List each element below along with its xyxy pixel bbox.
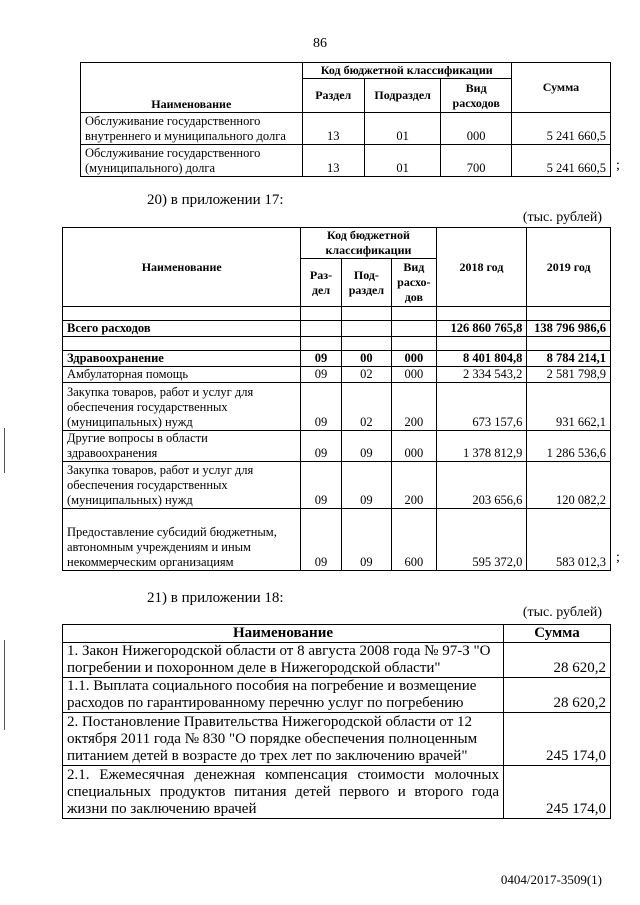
row-type: 000 — [392, 367, 436, 383]
item-20-heading: 20) в приложении 17: — [147, 192, 284, 208]
row-name: 2.1. Ежемесячная денежная компенсация стоимости молочных специальных продуктов питания детей первого и второго года жизни по заключению врачей — [63, 766, 504, 819]
row-type: 700 — [441, 145, 511, 177]
row-2018: 1 378 812,9 — [436, 431, 527, 462]
margin-mark — [4, 640, 5, 730]
header-sum: Сумма — [504, 625, 611, 643]
table-row — [63, 431, 611, 462]
row-2019: 931 662,1 — [527, 383, 611, 431]
row-name: Закупка товаров, работ и услуг для обеспечения государственных (муниципальных) нужд — [63, 383, 301, 431]
total-row — [63, 321, 611, 337]
table-row — [63, 643, 611, 678]
table-appendix-17 — [62, 227, 611, 571]
row-subsection: 02 — [341, 367, 392, 383]
row-2019: 8 784 214,1 — [527, 351, 611, 367]
row-type: 600 — [392, 509, 436, 571]
row-name: Предоставление субсидий бюджетным, автономным учреждениям и иным некоммерческим организациям — [63, 509, 301, 571]
header-code: Код бюджетной классификации — [301, 228, 436, 259]
trail-semicolon: ; — [616, 158, 620, 173]
table-row — [63, 367, 611, 383]
row-2018: 2 334 543,2 — [436, 367, 527, 383]
header-section: Раздел — [302, 79, 364, 113]
trail-semicolon: ; — [616, 550, 620, 565]
row-2018: 203 656,6 — [436, 462, 527, 509]
row-subsection: 09 — [341, 431, 392, 462]
table-row — [63, 678, 611, 713]
header-type: Вид расходов — [441, 79, 511, 113]
row-subsection: 02 — [341, 383, 392, 431]
total-name: Всего расходов — [63, 321, 301, 337]
header-subsection: Подраздел — [364, 79, 441, 113]
row-name: Обслуживание государственного внутреннего и муниципального долга — [81, 113, 303, 145]
table-appendix-18 — [62, 624, 611, 819]
item-21-heading: 21) в приложении 18: — [147, 590, 284, 606]
row-2018: 8 401 804,8 — [436, 351, 527, 367]
row-sum: 5 241 660,5 — [511, 145, 610, 177]
total-2019: 138 796 986,6 — [527, 321, 611, 337]
row-section: 09 — [301, 509, 341, 571]
row-sum: 28 620,2 — [504, 678, 611, 713]
header-section: Раз- дел — [301, 259, 341, 307]
row-section: 09 — [301, 383, 341, 431]
row-subsection: 00 — [341, 351, 392, 367]
row-2019: 1 286 536,6 — [527, 431, 611, 462]
row-section: 09 — [301, 367, 341, 383]
item-21-unit: (тыс. рублей) — [522, 605, 602, 620]
row-type: 200 — [392, 383, 436, 431]
header-name: Наименование — [63, 625, 504, 643]
row-2018: 595 372,0 — [436, 509, 527, 571]
footer-code: 0404/2017-3509(1) — [500, 872, 602, 887]
header-code: Код бюджетной классификации — [302, 63, 511, 79]
row-2018: 673 157,6 — [436, 383, 527, 431]
total-2018: 126 860 765,8 — [436, 321, 527, 337]
table-row — [63, 462, 611, 509]
row-sum: 5 241 660,5 — [511, 113, 610, 145]
row-section: 09 — [301, 431, 341, 462]
table-debt-service — [80, 62, 611, 177]
row-name: Амбулаторная помощь — [63, 367, 301, 383]
row-sum: 245 174,0 — [504, 713, 611, 766]
table-row — [81, 145, 611, 177]
table-row — [63, 766, 611, 819]
row-name: Закупка товаров, работ и услуг для обеспечения государственных (муниципальных) нужд — [63, 462, 301, 509]
table-row — [81, 113, 611, 145]
row-name: 1.1. Выплата социального пособия на погребение и возмещение расходов по гарантированному перечню услуг по погребению — [63, 678, 504, 713]
row-name: 1. Закон Нижегородской области от 8 августа 2008 года № 97-З "О погребении и похоронном деле в Нижегородской области" — [63, 643, 504, 678]
row-type: 000 — [441, 113, 511, 145]
row-2019: 120 082,2 — [527, 462, 611, 509]
row-name: Здравоохранение — [63, 351, 301, 367]
header-2019: 2019 год — [527, 228, 611, 307]
margin-mark — [4, 428, 5, 473]
table-row — [63, 713, 611, 766]
row-type: 000 — [392, 351, 436, 367]
header-2018: 2018 год — [436, 228, 527, 307]
row-section: 09 — [301, 462, 341, 509]
row-subsection: 01 — [364, 113, 441, 145]
table-row — [63, 351, 611, 367]
header-name: Наименование — [81, 63, 303, 113]
header-sum: Сумма — [511, 63, 610, 113]
row-name: 2. Постановление Правительства Нижегородской области от 12 октября 2011 года № 830 "О порядке обеспечения полноценным питанием детей в возрасте до трех лет по заключению врачей" — [63, 713, 504, 766]
row-section: 09 — [301, 351, 341, 367]
row-name: Другие вопросы в области здравоохранения — [63, 431, 301, 462]
row-type: 200 — [392, 462, 436, 509]
row-2019: 583 012,3 — [527, 509, 611, 571]
row-section: 13 — [302, 145, 364, 177]
row-subsection: 09 — [341, 509, 392, 571]
item-20-unit: (тыс. рублей) — [522, 210, 602, 225]
row-name: Обслуживание государственного (муниципального) долга — [81, 145, 303, 177]
row-sum: 28 620,2 — [504, 643, 611, 678]
header-subsection: Под- раздел — [341, 259, 392, 307]
table-row — [63, 509, 611, 571]
row-subsection: 01 — [364, 145, 441, 177]
row-sum: 245 174,0 — [504, 766, 611, 819]
row-subsection: 09 — [341, 462, 392, 509]
header-name: Наименование — [63, 228, 301, 307]
page-number: 86 — [313, 36, 327, 51]
table-row — [63, 383, 611, 431]
row-2019: 2 581 798,9 — [527, 367, 611, 383]
row-type: 000 — [392, 431, 436, 462]
header-type: Вид расхо- дов — [392, 259, 436, 307]
row-section: 13 — [302, 113, 364, 145]
